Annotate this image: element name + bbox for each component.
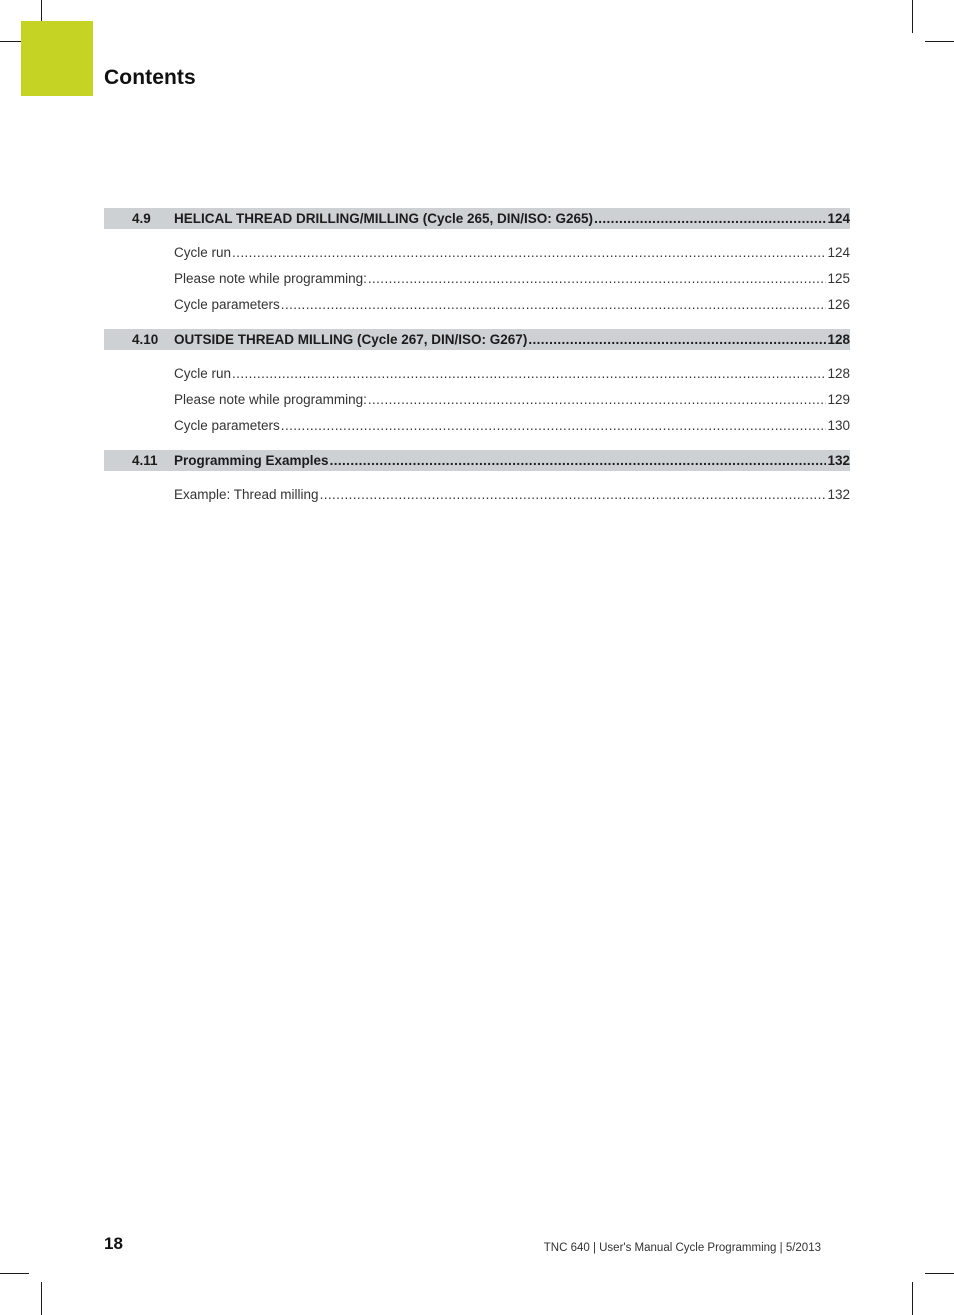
toc-entry-row[interactable] bbox=[174, 360, 850, 386]
crop-mark-bottom-left-horizontal bbox=[0, 1273, 29, 1274]
page-title: Contents bbox=[104, 66, 196, 89]
crop-mark-bottom-right-horizontal bbox=[925, 1273, 954, 1274]
section-page-number: 124 bbox=[827, 211, 850, 226]
dot-leader bbox=[320, 487, 827, 502]
dot-leader bbox=[368, 392, 827, 407]
entry-title: Cycle parameters bbox=[174, 417, 280, 433]
entry-page-number: 132 bbox=[827, 486, 850, 502]
section-title: HELICAL THREAD DRILLING/MILLING (Cycle 265, DIN/ISO: G265) bbox=[174, 211, 594, 226]
entry-title: Example: Thread milling bbox=[174, 486, 319, 502]
toc-entry-row[interactable] bbox=[174, 386, 850, 412]
toc-entry-row[interactable] bbox=[174, 481, 850, 507]
entry-title: Cycle parameters bbox=[174, 296, 280, 312]
dot-leader bbox=[528, 332, 826, 347]
section-number: 4.9 bbox=[132, 211, 151, 226]
entry-page-number: 128 bbox=[827, 365, 850, 381]
dot-leader bbox=[232, 245, 826, 260]
dot-leader bbox=[281, 418, 827, 433]
toc-section-row[interactable] bbox=[104, 208, 850, 229]
section-page-number: 128 bbox=[827, 332, 850, 347]
entry-page-number: 124 bbox=[827, 244, 850, 260]
dot-leader bbox=[330, 453, 827, 468]
section-number: 4.11 bbox=[132, 453, 158, 468]
section-title: Programming Examples bbox=[174, 453, 329, 468]
entry-title: Cycle run bbox=[174, 244, 232, 260]
entry-title: Please note while programming: bbox=[174, 391, 367, 407]
toc-entry-list bbox=[104, 239, 850, 317]
section-page-number: 132 bbox=[827, 453, 850, 468]
crop-mark-bottom-right-vertical bbox=[912, 1282, 913, 1315]
entry-page-number: 130 bbox=[827, 417, 850, 433]
toc-entry-row[interactable] bbox=[174, 265, 850, 291]
chapter-tab-marker bbox=[21, 21, 93, 96]
toc-entry-row[interactable] bbox=[174, 412, 850, 438]
toc-entry-row[interactable] bbox=[174, 239, 850, 265]
toc-entry-row[interactable] bbox=[174, 291, 850, 317]
toc-section-row[interactable] bbox=[104, 450, 850, 471]
dot-leader bbox=[368, 271, 827, 286]
toc-entry-list bbox=[104, 360, 850, 438]
entry-page-number: 126 bbox=[827, 296, 850, 312]
toc-entry-list bbox=[104, 481, 850, 507]
section-title: OUTSIDE THREAD MILLING (Cycle 267, DIN/ISO: G267) bbox=[174, 332, 528, 347]
entry-page-number: 125 bbox=[827, 270, 850, 286]
page-number: 18 bbox=[104, 1234, 123, 1253]
footer-text: TNC 640 | User's Manual Cycle Programming | 5/2013 bbox=[543, 1242, 821, 1254]
entry-title: Cycle run bbox=[174, 365, 232, 381]
dot-leader bbox=[594, 211, 826, 226]
section-number: 4.10 bbox=[132, 332, 159, 347]
dot-leader bbox=[232, 366, 826, 381]
crop-mark-top-right-vertical bbox=[912, 0, 913, 33]
dot-leader bbox=[281, 297, 827, 312]
crop-mark-top-right-horizontal bbox=[925, 41, 954, 42]
crop-mark-bottom-left-vertical bbox=[41, 1282, 42, 1315]
entry-title: Please note while programming: bbox=[174, 270, 367, 286]
toc-section-row[interactable] bbox=[104, 329, 850, 350]
entry-page-number: 129 bbox=[827, 391, 850, 407]
table-of-contents bbox=[104, 208, 850, 519]
